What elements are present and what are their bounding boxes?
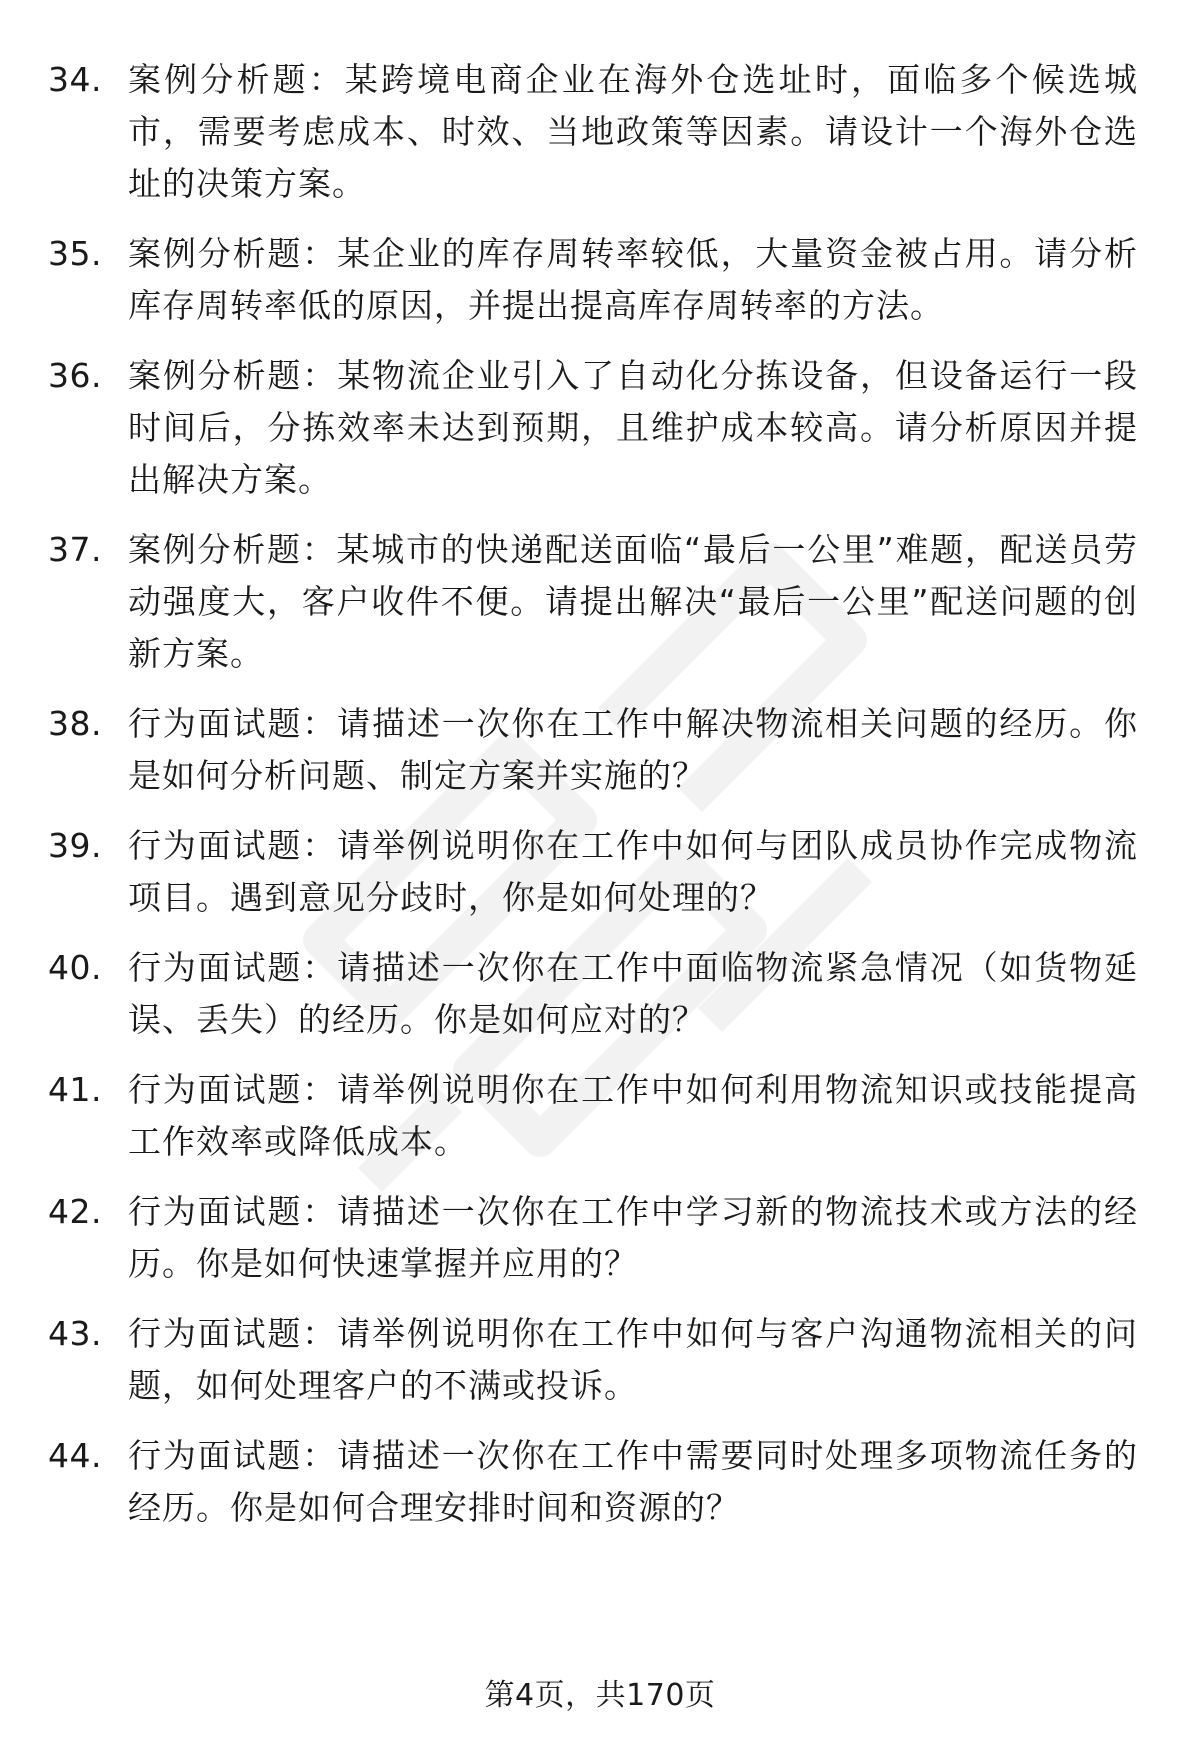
question-item xyxy=(48,1064,1138,1168)
question-item xyxy=(48,228,1138,332)
question-text: 案例分析题：某物流企业引入了自动化分拣设备，但设备运行一段时间后，分拣效率未达到预期，且维护成本较高。请分析原因并提出解决方案。 xyxy=(128,356,1138,499)
question-number: 38. xyxy=(48,704,102,743)
page-footer-label: 第4页，共170页 xyxy=(484,1678,716,1713)
question-item xyxy=(48,698,1138,802)
question-item xyxy=(48,1186,1138,1290)
question-item xyxy=(48,1430,1138,1534)
question-text: 行为面试题：请描述一次你在工作中需要同时处理多项物流任务的经历。你是如何合理安排时间和资源的？ xyxy=(128,1436,1138,1527)
question-number: 37. xyxy=(48,530,102,569)
question-number: 44. xyxy=(48,1436,102,1475)
question-number: 35. xyxy=(48,234,102,273)
question-number: 43. xyxy=(48,1314,102,1353)
question-text: 行为面试题：请描述一次你在工作中解决物流相关问题的经历。你是如何分析问题、制定方案并实施的？ xyxy=(128,704,1138,795)
question-number: 36. xyxy=(48,356,102,395)
question-number: 34. xyxy=(48,60,102,99)
question-text: 行为面试题：请描述一次你在工作中学习新的物流技术或方法的经历。你是如何快速掌握并应用的？ xyxy=(128,1192,1138,1283)
question-text: 行为面试题：请举例说明你在工作中如何与客户沟通物流相关的问题，如何处理客户的不满或投诉。 xyxy=(128,1314,1138,1405)
question-number: 41. xyxy=(48,1070,102,1109)
question-item xyxy=(48,350,1138,506)
question-text: 行为面试题：请举例说明你在工作中如何与团队成员协作完成物流项目。遇到意见分歧时，你是如何处理的？ xyxy=(128,826,1138,917)
question-text: 案例分析题：某跨境电商企业在海外仓选址时，面临多个候选城市，需要考虑成本、时效、当地政策等因素。请设计一个海外仓选址的决策方案。 xyxy=(128,60,1138,203)
question-item xyxy=(48,54,1138,210)
question-list xyxy=(48,54,1138,1552)
question-text: 案例分析题：某企业的库存周转率较低，大量资金被占用。请分析库存周转率低的原因，并提出提高库存周转率的方法。 xyxy=(128,234,1138,325)
question-number: 39. xyxy=(48,826,102,865)
question-text: 案例分析题：某城市的快递配送面临“最后一公里”难题，配送员劳动强度大，客户收件不便。请提出解决“最后一公里”配送问题的创新方案。 xyxy=(128,530,1138,673)
question-text: 行为面试题：请举例说明你在工作中如何利用物流知识或技能提高工作效率或降低成本。 xyxy=(128,1070,1138,1161)
question-number: 40. xyxy=(48,948,102,987)
question-item xyxy=(48,942,1138,1046)
question-number: 42. xyxy=(48,1192,102,1231)
question-item xyxy=(48,820,1138,924)
question-item xyxy=(48,1308,1138,1412)
question-text: 行为面试题：请描述一次你在工作中面临物流紧急情况（如货物延误、丢失）的经历。你是如何应对的？ xyxy=(128,948,1138,1039)
question-item xyxy=(48,524,1138,680)
